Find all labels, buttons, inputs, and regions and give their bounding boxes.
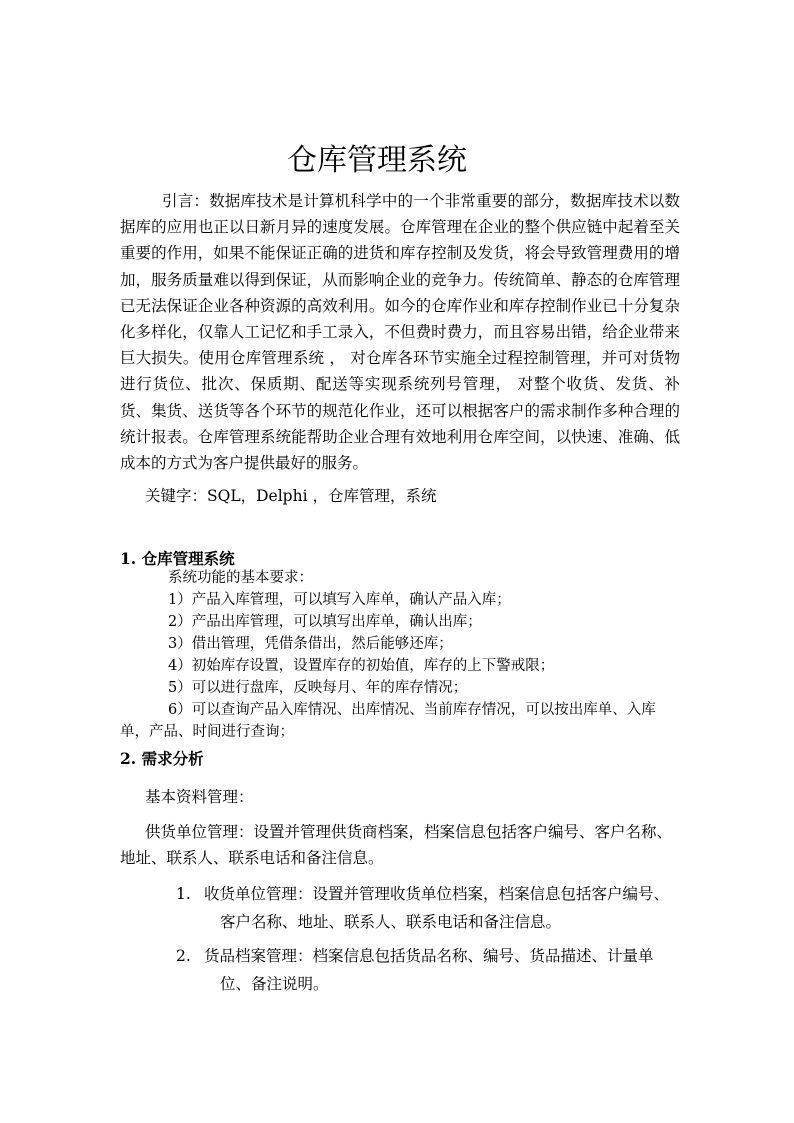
item-number: 1. — [176, 885, 191, 903]
requirements-list — [120, 589, 680, 743]
section-1-heading: 1. 仓库管理系统 — [120, 549, 235, 568]
list-item: 1）产品入库管理，可以填写入库单，确认产品入库； — [168, 592, 511, 608]
abstract-paragraph: 引言：数据库技术是计算机科学中的一个非常重要的部分，数据库技术以数据库的应用也正以日新月异的速度发展。仓库管理在企业的整个供应链中起着至关重要的作用，如果不能保证正确的进货和库存控制及发货，将会导致管理费用的增加，服务质量难以得到保证，从而影响企业的竞争力。传统简单、静态的仓库管理已无法保证企业各种资源的高效利用。如今的仓库作业和库存控制作业已十分复杂化多样化，仅靠人工记忆和手工录入，不但费时费力，而且容易出错，给企业带来巨大损失。使用仓库管理系统 ， 对仓库各环节实施全过程控制管理，并可对货物进行货位、批次、保质期、配送等实现系统列号管理， 对整个收货、发货、补货、集货、送货等各个环节的规范化作业，还可以根据客户的需求制作多种合理的统计报表。仓库管理系统能帮助企业合理有效地利用仓库空间，以快速、准确、低成本的方式为客户提供最好的服务。 — [120, 192, 680, 473]
item-line-continued: 客户名称、地址、联系人、联系电话和备注信息。 — [220, 913, 562, 931]
item-line: 收货单位管理：设置并管理收货单位档案，档案信息包括客户编号、 — [204, 885, 670, 903]
document-title: 仓库管理系统 — [287, 143, 467, 178]
numbered-item-receiver — [120, 880, 680, 936]
numbered-item-goods — [120, 942, 680, 998]
basic-data-label: 基本资料管理： — [145, 788, 254, 806]
item-line-continued: 位、备注说明。 — [220, 975, 329, 993]
item-line: 货品档案管理：档案信息包括货品名称、编号、货品描述、计量单 — [204, 947, 654, 965]
list-item: 4）初始库存设置，设置库存的初始值，库存的上下警戒限； — [168, 658, 555, 674]
requirements-intro: 系统功能的基本要求： — [168, 570, 313, 586]
item-number: 2. — [176, 947, 191, 965]
list-item: 2）产品出库管理，可以填写出库单，确认出库； — [168, 614, 482, 630]
list-item: 5）可以进行盘库，反映每月、年的库存情况； — [168, 680, 468, 696]
list-item: 3）借出管理，凭借条借出，然后能够还库； — [168, 636, 453, 652]
keywords-line: 关键字：SQL，Delphi ，仓库管理，系统 — [145, 487, 437, 505]
list-item: 6）可以查询产品入库情况、出库情况、当前库存情况，可以按出库单、入库单，产品、时间进行查询； — [120, 702, 656, 740]
section-2-heading: 2. 需求分析 — [120, 749, 204, 768]
supplier-management-paragraph: 供货单位管理：设置并管理供货商档案，档案信息包括客户编号、客户名称、地址、联系人、联系电话和备注信息。 — [120, 823, 673, 867]
